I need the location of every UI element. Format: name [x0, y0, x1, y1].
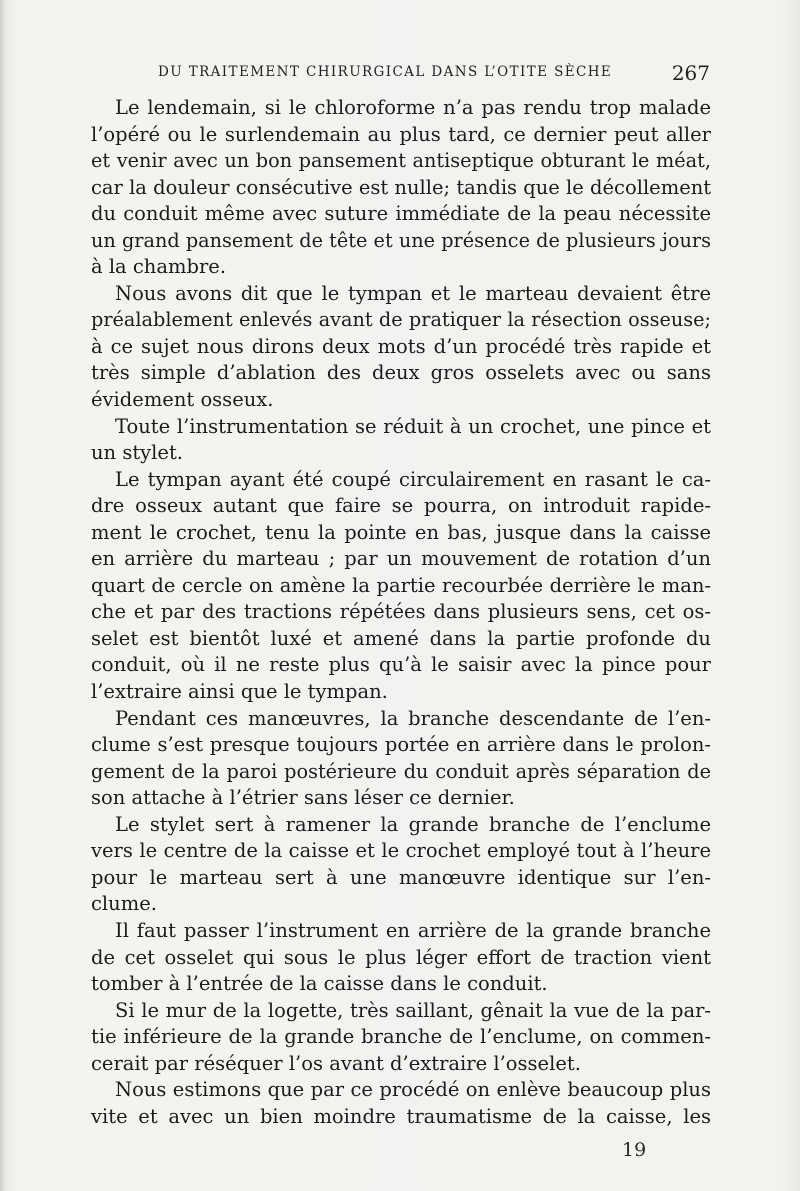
text-line: Pendant ces manœuvres, la branche descendante de l’en- — [115, 706, 711, 730]
text-line: en arrière du marteau ; par un mouvement de rotation d’un — [91, 547, 711, 571]
text-line: cerait par réséquer l’os avant d’extraire l’osselet. — [91, 1051, 581, 1075]
text-line: clume s’est presque toujours portée en arrière dans le prolon- — [91, 733, 711, 757]
signature-mark: 19 — [622, 1139, 647, 1161]
text-line: l’opéré ou le surlendemain au plus tard, ce dernier peut aller — [91, 122, 711, 146]
text-line: son attache à l’étrier sans léser ce dernier. — [91, 786, 515, 810]
text-line: Le tympan ayant été coupé circulairement en rasant le ca- — [115, 467, 711, 491]
text-line: conduit, où il ne reste plus qu’à le saisir avec la pince pour — [91, 653, 711, 677]
text-line: Le stylet sert à ramener la grande branche de l’enclume — [115, 812, 711, 836]
text-line: pour le marteau sert à une manœuvre identique sur l’en- — [91, 865, 711, 889]
text-line: très simple d’ablation des deux gros osselets avec ou sans — [91, 361, 711, 385]
text-line: selet est bientôt luxé et amené dans la partie profonde du — [91, 626, 711, 650]
text-line: Si le mur de la logette, très saillant, gênait la vue de la par- — [115, 998, 711, 1022]
text-line: Le lendemain, si le chloroforme n’a pas rendu trop malade — [115, 96, 711, 119]
text-line: évidement osseux. — [91, 388, 274, 412]
text-line: à la chambre. — [91, 255, 227, 279]
text-line: ment le crochet, tenu la pointe en bas, jusque dans la caisse — [91, 520, 711, 544]
text-line: che et par des tractions répétées dans plusieurs sens, cet os- — [91, 600, 711, 624]
text-line: un stylet. — [91, 441, 183, 465]
text-line: clume. — [91, 892, 157, 916]
text-line: tomber à l’entrée de la caisse dans le conduit. — [91, 972, 548, 996]
text-line: quart de cercle on amène la partie recourbée derrière le man- — [91, 573, 711, 597]
page-number: 267 — [671, 61, 710, 85]
text-line: Il faut passer l’instrument en arrière de la grande branche — [115, 918, 711, 942]
text-line: Toute l’instrumentation se réduit à un crochet, une pince et — [115, 414, 711, 438]
text-line: à ce sujet nous dirons deux mots d’un procédé très rapide et — [91, 334, 711, 358]
page-edge-shadow — [0, 0, 6, 1191]
text-line: vers le centre de la caisse et le crochet employé tout à l’heure — [91, 839, 711, 863]
text-line: l’extraire ainsi que le tympan. — [91, 680, 388, 704]
text-line: vite et avec un bien moindre traumatisme de la caisse, les — [91, 1104, 711, 1128]
text-line: Nous estimons que par ce procédé on enlève beaucoup plus — [115, 1078, 711, 1102]
text-line: car la douleur consécutive est nulle; tandis que le décollement — [91, 175, 712, 199]
text-line: préalablement enlevés avant de pratiquer la résection osseuse; — [91, 308, 711, 332]
text-line: et venir avec un bon pansement antiseptique obturant le méat, — [91, 149, 711, 173]
text-line: un grand pansement de tête et une présence de plusieurs jours — [91, 228, 711, 252]
text-line: dre osseux autant que faire se pourra, on introduit rapide- — [91, 494, 711, 518]
text-line: de cet osselet qui sous le plus léger effort de traction vient — [91, 945, 711, 969]
running-header — [158, 61, 710, 88]
text-line: gement de la paroi postérieure du conduit après séparation de — [91, 759, 711, 783]
text-line: Nous avons dit que le tympan et le marteau devaient être — [115, 281, 711, 305]
text-line: du conduit même avec suture immédiate de la peau nécessite — [91, 202, 711, 226]
text-line: tie inférieure de la grande branche de l’enclume, on commen- — [91, 1025, 711, 1049]
running-title: DU TRAITEMENT CHIRURGICAL DANS L’OTITE SÈCHE — [158, 64, 613, 80]
body-text — [91, 95, 711, 1130]
